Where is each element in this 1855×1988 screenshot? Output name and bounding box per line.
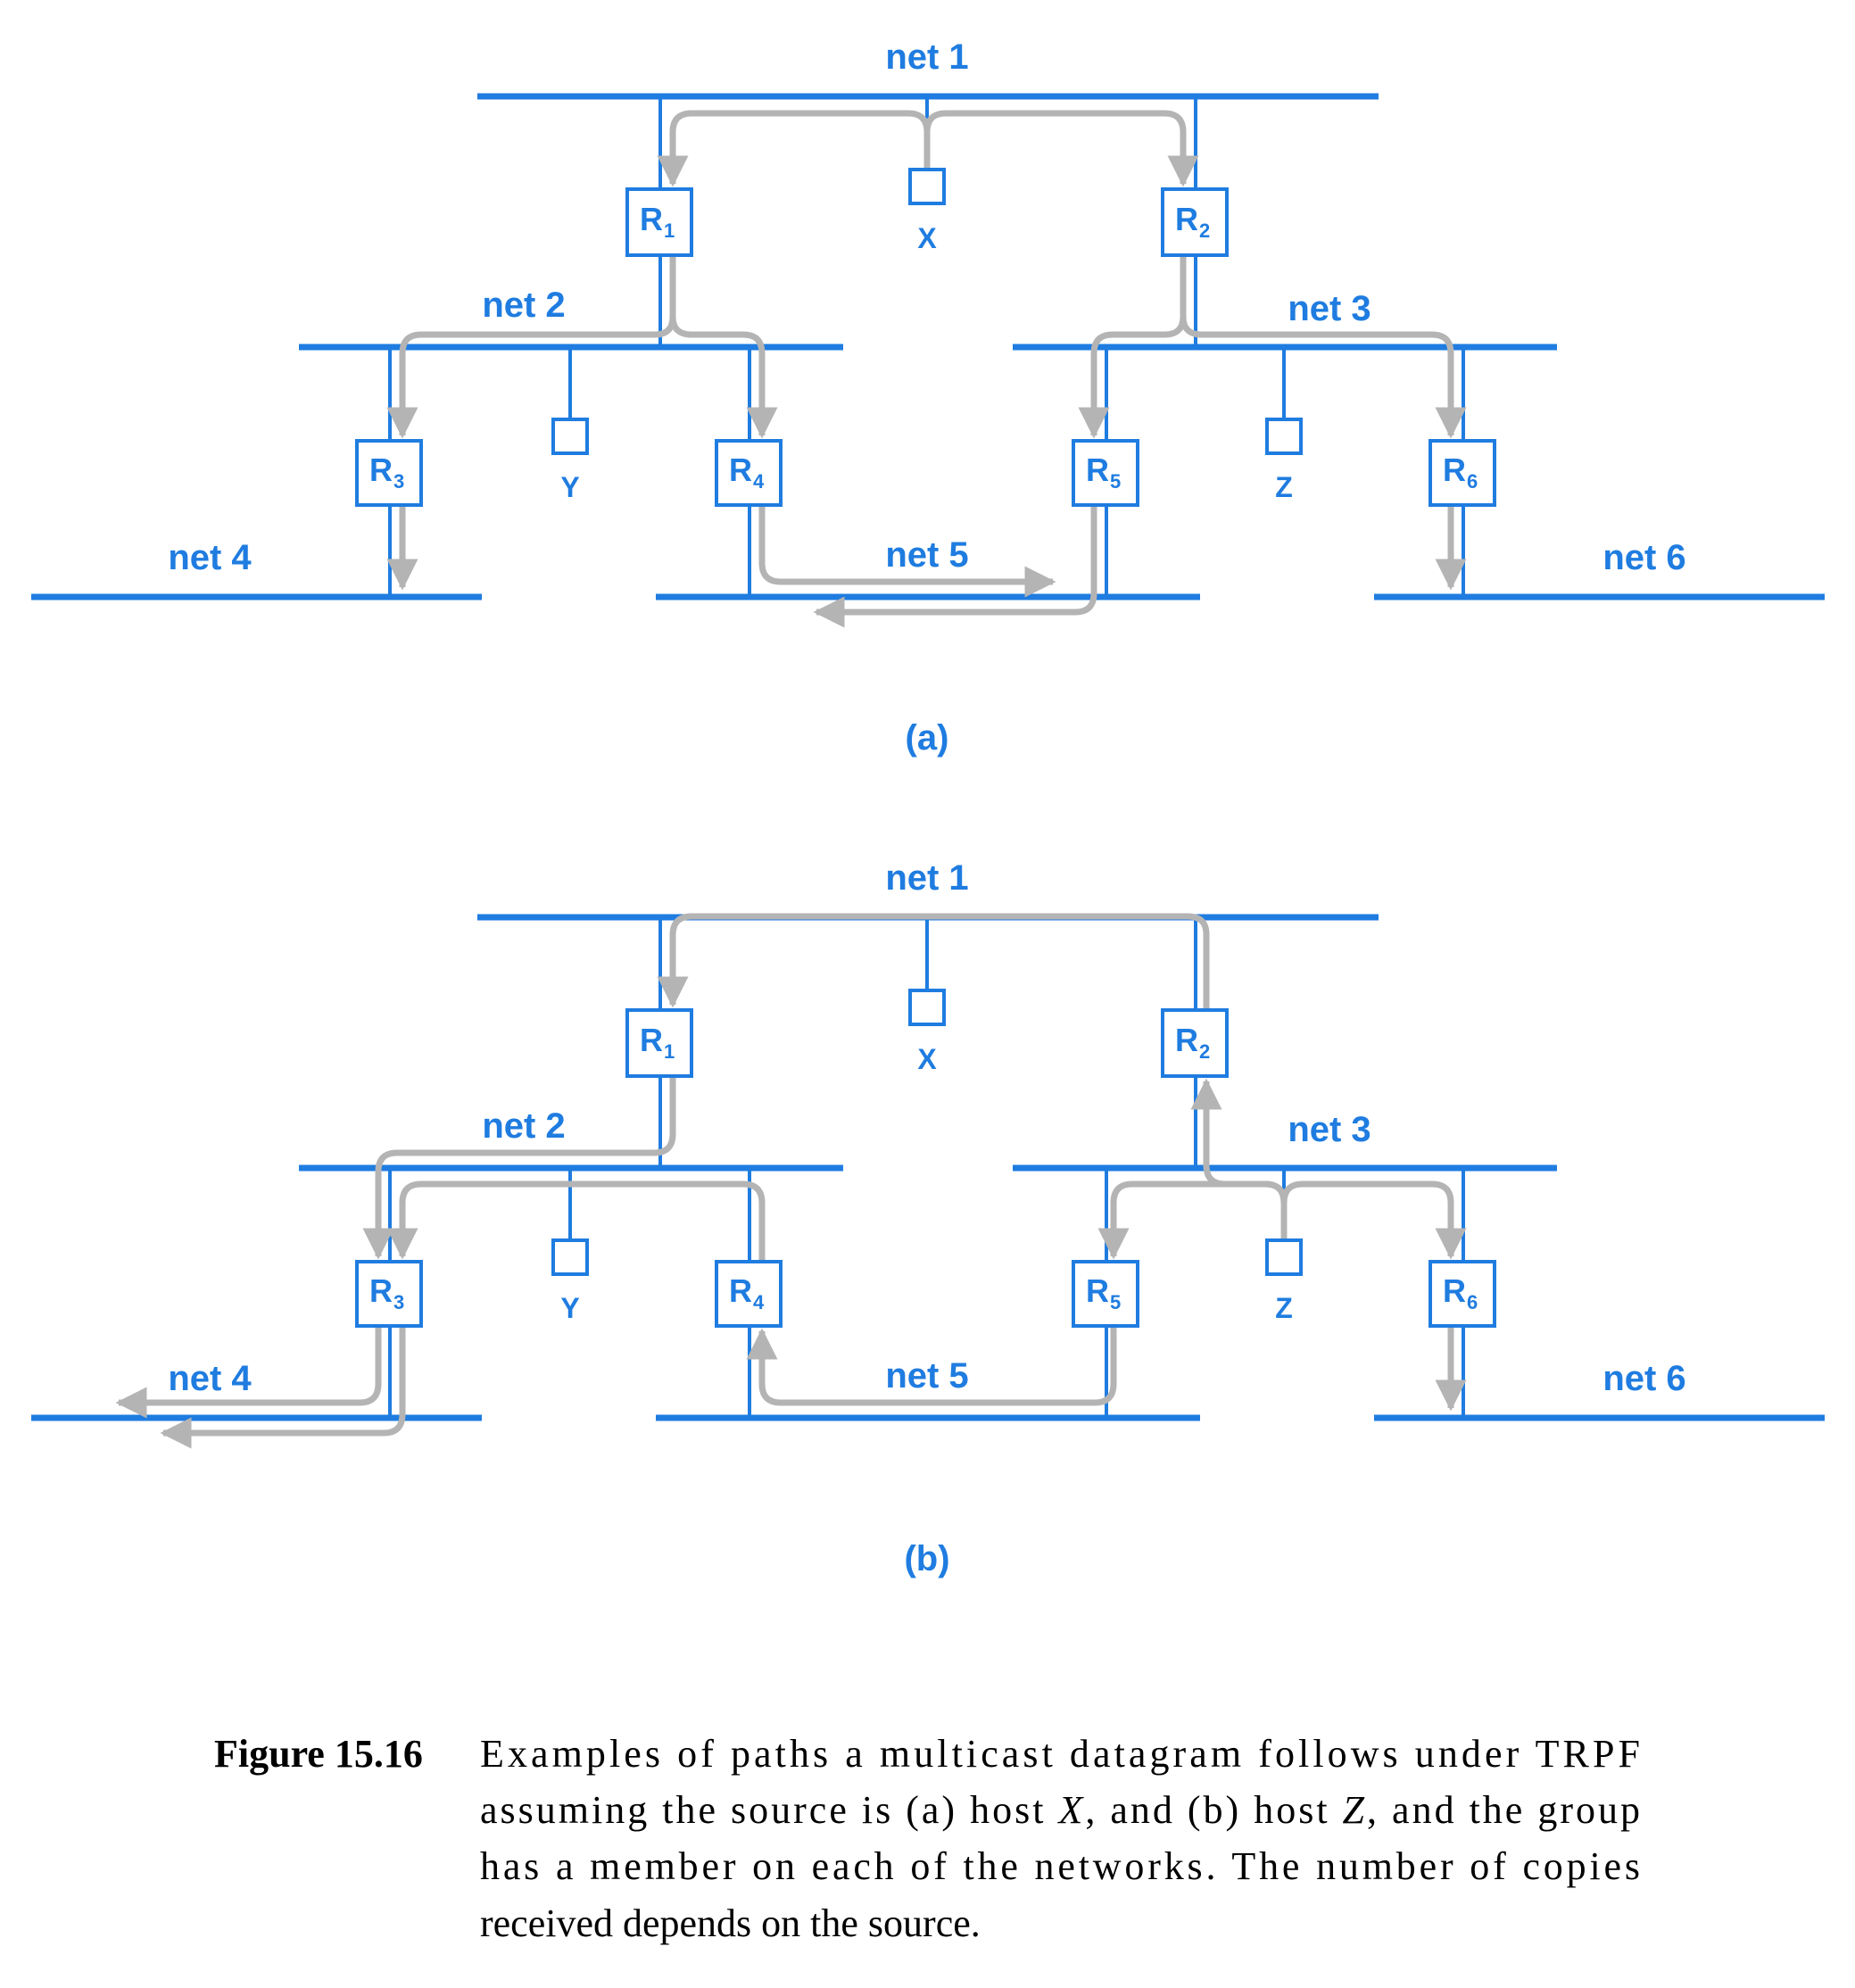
caption-line-2-a: assuming the source is (a) host <box>480 1788 1056 1832</box>
router-r5-main: R <box>1086 1272 1109 1309</box>
router-r2 <box>1163 1010 1227 1076</box>
router-r4-main: R <box>729 451 752 488</box>
caption-line-2 <box>480 1788 1640 1832</box>
caption-line-3: has a member on each of the networks. The number of copies <box>480 1844 1640 1888</box>
router-r6-main: R <box>1443 1272 1466 1309</box>
host-z-label: Z <box>1275 471 1293 503</box>
caption-line-4: received depends on the source. <box>480 1901 981 1945</box>
router-r3-main: R <box>369 1272 393 1309</box>
router-r1 <box>627 189 691 255</box>
router-r4 <box>716 441 781 505</box>
caption-host-z: Z <box>1342 1788 1365 1832</box>
panel-a-tag: (a) <box>905 718 949 758</box>
net2-label: net 2 <box>482 1106 566 1146</box>
router-r5 <box>1073 1262 1138 1326</box>
net3-label: net 3 <box>1288 289 1371 328</box>
router-r6 <box>1430 441 1495 505</box>
host-x <box>910 990 944 1024</box>
router-r3-main: R <box>369 451 393 488</box>
caption-line-1: Examples of paths a multicast datagram follows under TRPF <box>480 1732 1641 1776</box>
panel-b-tag: (b) <box>904 1539 950 1578</box>
net6-label: net 6 <box>1602 538 1686 577</box>
router-r4-main: R <box>729 1272 752 1309</box>
router-r2 <box>1163 189 1227 255</box>
net5-label: net 5 <box>885 535 969 575</box>
router-r5-sub: 5 <box>1110 1291 1122 1313</box>
path-z-to-r5 <box>1114 1184 1284 1256</box>
router-r5 <box>1073 441 1138 505</box>
router-r5-sub: 5 <box>1110 470 1122 493</box>
router-r3-sub: 3 <box>393 1291 405 1313</box>
panel-a <box>31 37 1825 758</box>
router-r1 <box>627 1010 691 1076</box>
caption-label: Figure 15.16 <box>214 1732 423 1776</box>
router-r1-main: R <box>640 201 663 237</box>
router-r2-sub: 2 <box>1199 220 1211 242</box>
router-r6-sub: 6 <box>1467 470 1478 493</box>
router-r4 <box>716 1262 781 1326</box>
host-z <box>1267 1240 1301 1274</box>
figure-caption <box>214 1732 1640 1945</box>
router-r6-sub: 6 <box>1467 1291 1478 1313</box>
router-r4-sub: 4 <box>753 1291 765 1313</box>
host-y-label: Y <box>560 1292 580 1324</box>
router-r1-sub: 1 <box>664 1040 675 1063</box>
path-z-to-r2 <box>1206 1081 1284 1203</box>
host-x-label: X <box>917 1043 937 1075</box>
path-z-to-r6 <box>1284 1184 1451 1256</box>
path-x-to-r2 <box>927 113 1183 184</box>
net2-label: net 2 <box>482 286 566 325</box>
router-r3 <box>357 1262 421 1326</box>
host-z <box>1267 419 1301 453</box>
router-r6-main: R <box>1443 451 1466 488</box>
host-x <box>910 170 944 203</box>
net6-label: net 6 <box>1602 1359 1686 1398</box>
path-x-to-r1 <box>673 113 927 184</box>
host-y <box>553 419 587 453</box>
net1-label: net 1 <box>885 858 969 898</box>
net4-label: net 4 <box>168 538 252 577</box>
path-r2-to-r6 <box>1183 317 1451 435</box>
net3-label: net 3 <box>1288 1110 1371 1149</box>
caption-line-2-c: , and the group <box>1367 1788 1641 1832</box>
net4-label: net 4 <box>168 1359 252 1398</box>
net1-label: net 1 <box>885 37 969 77</box>
net5-label: net 5 <box>885 1356 969 1396</box>
router-r4-sub: 4 <box>753 470 765 493</box>
router-r3 <box>357 441 421 505</box>
host-z-label: Z <box>1275 1292 1293 1324</box>
router-r2-main: R <box>1175 1022 1198 1058</box>
host-y-label: Y <box>560 471 580 503</box>
host-y <box>553 1240 587 1274</box>
caption-host-x: X <box>1058 1788 1083 1832</box>
router-r6 <box>1430 1262 1495 1326</box>
router-r1-main: R <box>640 1022 663 1058</box>
panel-b <box>31 858 1825 1578</box>
host-x-label: X <box>917 222 937 254</box>
router-r2-main: R <box>1175 201 1198 237</box>
router-r3-sub: 3 <box>393 470 405 493</box>
router-r2-sub: 2 <box>1199 1040 1211 1063</box>
router-r5-main: R <box>1086 451 1109 488</box>
router-r1-sub: 1 <box>664 220 675 242</box>
caption-line-2-b: , and (b) host <box>1085 1788 1340 1832</box>
